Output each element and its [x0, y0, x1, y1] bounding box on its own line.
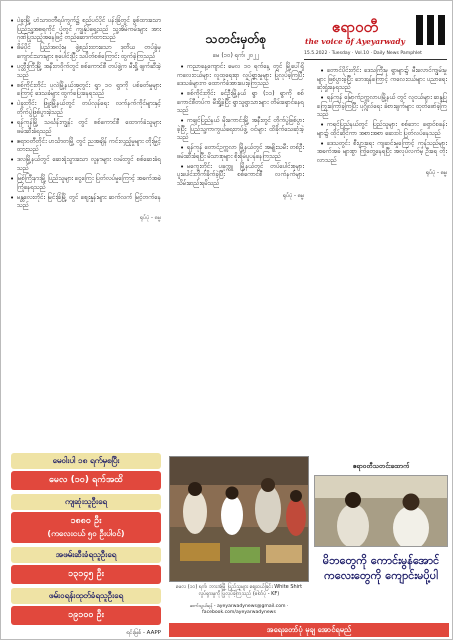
masthead-date-line: 15.5.2022 · Tuesday · Vol.10 · Daily News Pamphlet — [304, 51, 422, 56]
news-paragraph: • ကညာနေ့ကျောင်း မေလ ၁၀ ရက်နေ့ တွင် မြို့ပေါ်ရှိ ကလေးငယ်များ လူထုရေးရာ လှုပ်ရှားမှုများ ပြုလုပ်ခဲ့ကြပြီး ဒေသခံများက ထောက်ခံအားပေးခဲ့ကြသည် — [169, 63, 304, 89]
stat-value — [11, 565, 161, 584]
stat-value — [11, 471, 161, 490]
stat-value-text: ၁၈၈၀ ဦး — [70, 516, 102, 526]
bullet-item: • ဖိမ်ပိုင် ပြည်အလုံးမှ ဖွဲ့စည်းထားသော ဒုတိယ တပ်ခွဲမှ ကျောင်းသားများ စုပေါင်းပြီး သပိတ်စစ်ကြောင်း ထွက်ခဲ့ကြသည် — [9, 44, 161, 61]
stat-value — [11, 512, 161, 543]
quote-speaker: ဧရာဝတီသတင်းထောက် — [352, 462, 410, 470]
middle-news-column — [169, 63, 304, 453]
stat-value-text: ၁၉၁၀၀ ဦး — [68, 610, 104, 620]
stat-label: ကျဆုံးသူဦးရေ — [11, 494, 161, 510]
logo-subtitle: the voice of Ayeyarwady — [304, 37, 406, 46]
quote-text: မိဘတွေကို ကောင်းမွန်အောင် ကလေးတွေကို ကျောင်းမပို့ပါ — [322, 554, 440, 582]
photo-caption: မေလ (၁၀) ရက်၊ ဘားအံမြို့ ပြည်သူများ ဈေးဝယ်ခြင်း White Shirt လှုပ်ရှားမှုကို ပြုလုပ်ခဲ့ကြသည် (ဓါတ်ပုံ - KF) — [175, 584, 303, 597]
middle-paragraph-list — [169, 63, 304, 188]
news-paragraph: • ကရင်ပြည်နယ်တွင် ပြည်သူများ စစ်ဘေး ရှောင်စခန်းများ၌ ထိုင်ဆိုင်ကာ အစားအစာ ဆေးဝါး ပြတ်လပ်နေသည် — [309, 121, 447, 138]
bullet-item: • ပဲခူးတိုင်း ဖြူးမြို့နယ်တွင် တပ်လှန်ရေး လက်နက်ကိုင်များနှင့် တိုက်ပွဲဖြစ်ပွားခဲ့သည် — [9, 100, 161, 117]
page-title: သတင်းမှတ်စု — [205, 31, 267, 46]
stats-credit: ရင်းမြစ် - AAPP — [126, 630, 161, 636]
bullet-item: • စစ်ကိုင်းတိုင်း ပုလဲမြို့နယ်အတွင်း ရွာ ၁၀ ရွာကို ပစ်ခတ်မှုများကြောင့် ဒေသခံများ ထွက်ပြေးနေရသည် — [9, 82, 161, 99]
bullet-item: • ပဲခူးမြို့ ဟံသာဝတီရပ်ကွက်၌ စည်ပင်ပိုင် ပန်းခြံတွင် ခွစ်ထားသောပြည်သူ့အစရကိုင် ပုံတွင် ကျွန်ုပ်ရှေ့သည် သူ့အိမ်ကမ်းများ အား ဂုဏ်ပြုသည့်အနေဖြင့် တည်ဆောက်ထားသည် — [9, 17, 161, 43]
middle-credit: ရုပ်ပုံ - ဓမ္မ — [282, 193, 304, 199]
right-paragraph-list — [309, 67, 447, 165]
contact-info: ဆက်သွယ်ရန် - ayeyarwadynews@gmail.com · facebook.com/ayeyarwadynews — [189, 604, 289, 615]
issue-date: မေ (၁၀) ရက်၊ ၂၀၂၂ — [212, 52, 260, 59]
logo-bars-icon — [409, 15, 445, 45]
bullet-item: • မြစ်ကြီးနားမြို့ ပြည်သူများ ငွေကြေး ပြတ်လပ်မှုကြောင့် အခက်အခဲ ကြုံနေရသည် — [9, 175, 161, 192]
news-paragraph: • စစ်ကိုင်းတိုင်း ခင်ဦးမြို့နယ် ရွာ (၁၁) ရွာကို စစ်ကောင်စီတပ်က မီးရှို့ခဲ့ပြီး ရွာသူရွာသားများ တိမ်းရှောင်နေရသည် — [169, 90, 304, 116]
stats-list — [11, 453, 161, 625]
stat-value — [11, 606, 161, 625]
stat-value-text: မေလ (၁၀) ရက်အထိ — [48, 475, 124, 485]
news-paragraph: • ဒေသတွင်း စီးပွားရေး ကျဆင်းမှုကြောင့် ကုန်သည်များ အခက်အခဲ များစွာ ကြုံတွေ့နေရပြီး အလုပ်လက်မဲ့ ဦးရေ တိုးလာသည် — [309, 140, 447, 166]
stat-label: အဖမ်းဆီးခံရသူဦးရေ — [11, 547, 161, 563]
quote-box — [314, 462, 448, 622]
news-paragraph: • ရန်ကုန် တောင်ဥက္ကလာ မြို့နယ်တွင် အမျိုးသမီး တစ်ဦး ဖမ်းဆီးခံရပြီး မိသားစုများ စိုးရိမ်ပူပန်နေကြသည် — [169, 144, 304, 161]
stat-value-note: (ကလေးငယ် ၅၀ ဦးပါဝင်) — [47, 529, 125, 538]
news-paragraph: • ရန်ကုန် မြောက်ဥက္ကလာပမြို့နယ် တွင် လူငယ်များ ဆန္ဒပြ ကြွေးကြော်ခဲ့ကြပြီး ပုဂ္ဂိုလ်ရေး ခံစားချက်များ ထုတ်ဖော်ခဲ့ကြသည် — [309, 94, 447, 120]
bullet-item: • ရန်ကုန်မြို့ သင်္ဃန်းကျွန်း တွင် စစ်ကောင်စီ ထောက်ခံသူများ ဖမ်းဆီးခံရသည် — [9, 119, 161, 136]
bullet-item: • ဒလမြို့နယ်တွင် ဆေးရုံသွားသော လူနာများ လမ်းတွင် စစ်ဆေးခံရသည် — [9, 156, 161, 173]
news-paragraph: • တောင်ပိုင်းတိုင်း ဒေသကြီးမှ ရွာများ၌ မီးလောင်ကျွမ်းမှုများ ဖြစ်ပွားခဲ့ပြီး ဘေးရန်ကြောင့် ကလေးငယ်များ ပညာရေး ဆုံးရှုံးနေရသည် — [309, 67, 447, 93]
casualty-stats-panel — [11, 453, 161, 636]
masthead-rule — [304, 59, 447, 60]
bullet-item: • ဧရာဝတီတိုင်း ဟင်္သာတမြို့ တွင် ညအချိန် ကင်းလှည့်မှုများ တိုးမြှင့်ထားသည် — [9, 138, 161, 155]
masthead — [304, 15, 447, 65]
news-paragraph: • မကွေးတိုင်း ပခုက္ကူ မြို့နယ်တွင် တပ်ပေါင်းစုများ ပူးပေါင်းတိုက်ခိုက်ခဲ့ပြီး စစ်ကောင်စီ လက်နက်များ သိမ်းဆည်းရမိသည် — [169, 163, 304, 189]
market-photo — [169, 456, 309, 582]
right-news-column — [309, 67, 447, 453]
bullet-item: • မန္တလေးတိုင်း မြင်းခြံမြို့ တွင် ဈေးနှုန်းများ ဆက်လက် မြင့်တက်နေသည် — [9, 194, 161, 211]
left-bullet-list — [9, 17, 161, 211]
news-paragraph: • ကချင်ပြည်နယ် မိုးကောင်းမြို့ အနီးတွင် တိုက်ပွဲဖြစ်ပွားခဲ့ပြီး ပြည်သူ့ကာကွယ်ရေးတပ်ဖွဲ့ ဝင်များ ထိခိုက်သေဆုံးခဲ့သည် — [169, 117, 304, 143]
logo-title: ဧရာဝတီ — [331, 18, 379, 36]
stat-label: ဖမ်းဝရန်းထုတ်ခံရသူဦးရေ — [11, 588, 161, 604]
stat-label: မေဝါးပါ ၁၈ ရက်မှစပြီး — [11, 453, 161, 469]
bullet-item: • ပုတ္တီးကြီးမြို့ အနီးတဝိုက်တွင် စစ်ကောင်စီ တပ်ဖွဲ့က မီးရှို့ ဖျက်ဆီးခဲ့သည် — [9, 63, 161, 80]
quote-photo — [314, 475, 448, 547]
footer-slogan-bar: အရေးတော်ပုံ မုချ အောင်ရမည် — [169, 623, 449, 637]
left-credit: ရုပ်ပုံ - ဓမ္မ — [139, 214, 161, 221]
right-credit: ရုပ်ပုံ - ဓမ္မ — [425, 170, 447, 176]
stat-value-text: ၁၃၁၄၅ ဦး — [68, 569, 104, 579]
left-news-column — [9, 17, 161, 453]
